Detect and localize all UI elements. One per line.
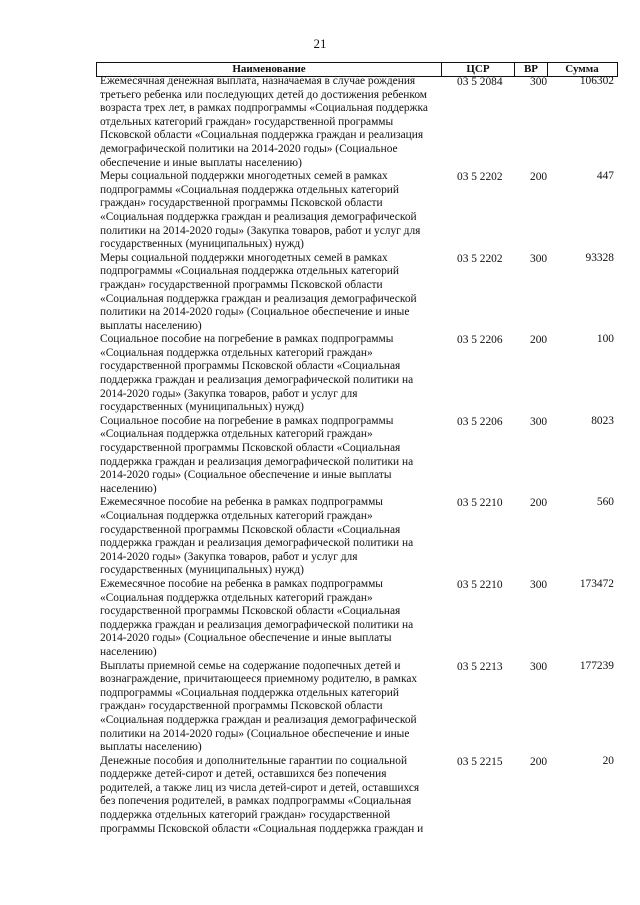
column-header-name: Наименование: [97, 63, 442, 76]
row-csr: 03 5 2206: [457, 334, 503, 347]
row-sum: 100: [596, 333, 614, 346]
row-sum: 173472: [579, 577, 614, 590]
row-vr: 200: [530, 497, 548, 510]
row-csr: 03 5 2210: [457, 497, 503, 510]
row-vr: 200: [530, 334, 548, 347]
row-vr: 300: [530, 252, 548, 265]
page-number: 21: [313, 36, 327, 51]
row-name: Денежные пособия и дополнительные гарантии по социальной поддержке детей-сирот и детей, оставшихся без попечения родителей, а также лиц из числа детей-сирот и детей, оставшихся без попечения родителей, в рамках подпрограммы «Социальная поддержка отдельных категорий граждан» государственной программы Псковской области «Социальная поддержка граждан и: [100, 754, 424, 835]
row-name: Социальное пособие на погребение в рамках подпрограммы «Социальная поддержка отдельных категорий граждан» государственной программы Псковской области «Социальная поддержка граждан и реализация демографической политики на 2014-2020 годы» (Закупка товаров, работ и услуг для государственных (муниципальных) нужд): [100, 333, 414, 414]
row-name: Ежемесячная денежная выплата, назначаемая в случае рождения третьего ребенка или последующих детей до достижения ребенком возраста трех лет, в рамках подпрограммы «Социальная поддержка отдельных категорий граждан» государственной программы Псковской области «Социальная поддержка граждан и реализация демографической политики на 2014-2020 годы» (Социальное обеспечение и иные выплаты населению): [100, 75, 428, 169]
row-sum: 560: [596, 496, 614, 509]
table-row: [100, 660, 620, 755]
row-csr: 03 5 2084: [457, 76, 503, 88]
row-sum: 447: [596, 170, 614, 183]
row-name: Выплаты приемной семье на содержание подопечных детей и вознаграждение, причитающееся приемному родителю, в рамках подпрограммы «Социальная поддержка отдельных категорий граждан» государственной программы Псковской области «Социальная поддержка граждан и реализация демографической политики на 2014-2020 годы» (Социальное обеспечение и иные выплаты населению): [100, 659, 418, 754]
row-vr: 300: [530, 660, 548, 673]
row-sum: 8023: [591, 414, 614, 427]
table-row: [100, 496, 620, 578]
table-row: [100, 578, 620, 660]
table-row: [100, 252, 620, 334]
row-csr: 03 5 2210: [457, 578, 503, 591]
row-sum: 20: [602, 754, 614, 767]
column-header-vr: ВР: [515, 63, 548, 76]
row-csr: 03 5 2202: [457, 252, 503, 265]
row-csr: 03 5 2215: [457, 755, 503, 768]
row-csr: 03 5 2213: [457, 660, 503, 673]
row-name: Социальное пособие на погребение в рамках подпрограммы «Социальная поддержка отдельных категорий граждан» государственной программы Псковской области «Социальная поддержка граждан и реализация демографической политики на 2014-2020 годы» (Социальное обеспечение и иные выплаты населению): [100, 414, 414, 495]
row-vr: 200: [530, 171, 548, 184]
row-vr: 200: [530, 755, 548, 768]
row-csr: 03 5 2202: [457, 171, 503, 184]
row-name: Меры социальной поддержки многодетных семей в рамках подпрограммы «Социальная поддержка отдельных категорий граждан» государственной программы Псковской области «Социальная поддержка граждан и реализация демографической политики на 2014-2020 годы» (Закупка товаров, работ и услуг для государственных (муниципальных) нужд): [100, 170, 421, 251]
row-csr: 03 5 2206: [457, 415, 503, 428]
column-header-sum: Сумма: [565, 63, 599, 75]
row-name: Ежемесячное пособие на ребенка в рамках подпрограммы «Социальная поддержка отдельных категорий граждан» государственной программы Псковской области «Социальная поддержка граждан и реализация демографической политики на 2014-2020 годы» (Социальное обеспечение и иные выплаты населению): [100, 577, 414, 658]
row-name: Меры социальной поддержки многодетных семей в рамках подпрограммы «Социальная поддержка отдельных категорий граждан» государственной программы Псковской области «Социальная поддержка граждан и реализация демографической политики на 2014-2020 годы» (Социальное обеспечение и иные выплаты населению): [100, 251, 417, 332]
row-vr: 300: [530, 578, 548, 591]
row-sum: 93328: [585, 251, 614, 264]
row-name: Ежемесячное пособие на ребенка в рамках подпрограммы «Социальная поддержка отдельных категорий граждан» государственной программы Псковской области «Социальная поддержка граждан и реализация демографической политики на 2014-2020 годы» (Закупка товаров, работ и услуг для государственных (муниципальных) нужд): [100, 496, 414, 577]
table-row: [100, 333, 620, 415]
table-row: [100, 75, 620, 170]
table-body: [100, 75, 620, 836]
row-vr: 300: [530, 76, 548, 88]
row-sum: 106302: [579, 75, 614, 87]
row-vr: 300: [530, 415, 548, 428]
table-row: [100, 755, 620, 837]
column-header-csr: ЦСР: [442, 63, 515, 76]
table-row: [100, 415, 620, 497]
row-sum: 177239: [579, 659, 614, 672]
table-row: [100, 170, 620, 252]
